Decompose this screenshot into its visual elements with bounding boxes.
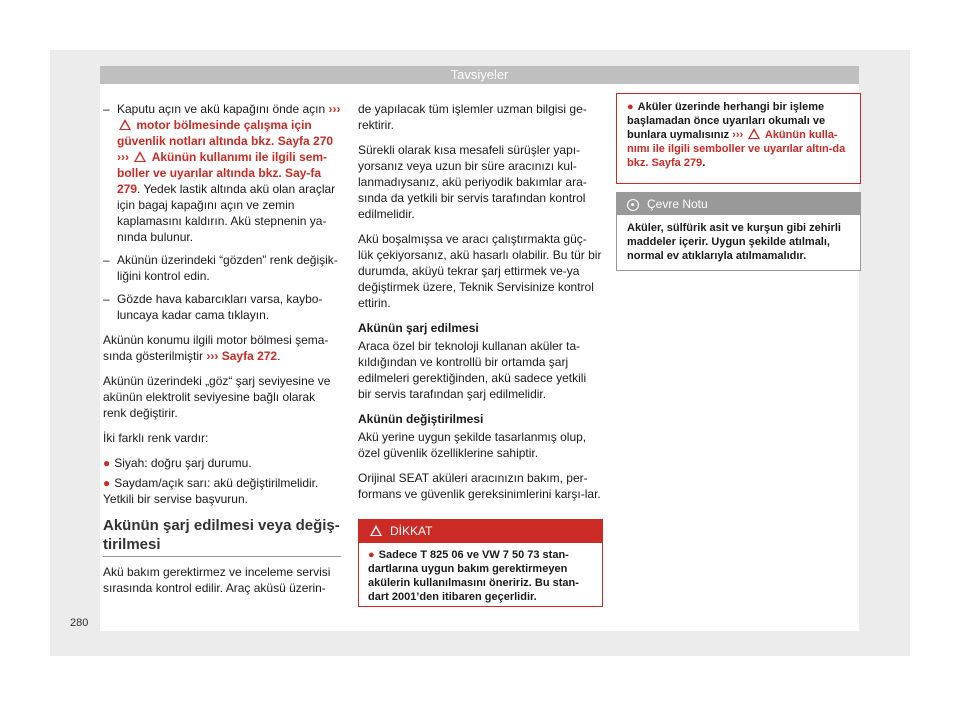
paragraph-original: Orijinal SEAT aküleri aracınızın bakım, per-formans ve güvenlik gereksinimlerini karşı-lar. (358, 471, 601, 501)
subheading-text: Akünün şarj edilmesi (358, 321, 479, 335)
link-arrow[interactable]: ››› (328, 102, 341, 116)
link-battery-symbols[interactable]: Akünün kullanımı ile ilgili sem-boller ve uyarılar altında bkz. Say-fa 279 (117, 150, 328, 196)
link-arrow[interactable]: ››› (117, 150, 129, 164)
column-left (103, 101, 341, 516)
paragraph-expertise: de yapılacak tüm işlemler uzman bilgisi ge-rektirir. (358, 102, 587, 132)
environment-title: Çevre Notu (647, 197, 708, 211)
page-number: 280 (70, 617, 89, 629)
bullet-clear (103, 475, 341, 507)
dash-mark: – (103, 102, 110, 116)
bullet-text: Siyah: doğru şarj durumu. (114, 456, 252, 470)
environment-text: Aküler, sülfürik asit ve kurşun gibi zehirli maddeler içerir. Uygun şekilde atılmalı, normal ev atıklarıyla atılmamalıdır. (627, 222, 841, 262)
paragraph-eye: Akünün üzerindeki „göz“ şarj seviyesine ve akünün elektrolit seviyesine bağlı olarak renk değiştirir. (103, 374, 331, 420)
dash-mark: – (103, 253, 110, 267)
paragraph-text: Akünün konumu ilgili motor bölmesi şema-sında gösterilmiştir (103, 333, 329, 363)
environment-header (617, 193, 860, 215)
bullet-dot: ● (103, 456, 111, 470)
dash-mark: – (103, 292, 110, 306)
caution-text: Sadece T 825 06 ve VW 7 50 73 stan-dartlarına uygun bakım gerektirmeyen akülerin kullanılmasını öneririz. Bu stan-dart 2001’den itibaren geçerlidir. (368, 549, 579, 603)
warning-note-text: Aküler üzerinde herhangi bir işleme başlamadan önce uyarıları okumalı ve bunlara uymalısınız (627, 101, 826, 141)
bullet-dot: ● (627, 101, 634, 113)
warning-note-box (616, 93, 861, 184)
warning-icon (134, 151, 146, 162)
paragraph-charging: Araca özel bir teknoloji kullanan aküler ta-kıldığından ve kontrollü bir ortamda şarj edilmeleri gerektiğinden, akü sadece yetkili bir servis tarafından şarj edilmelidir. (358, 339, 587, 401)
warning-icon (370, 525, 382, 536)
paragraph-discharged: Akü boşalmışsa ve aracı çalıştırmakta güç-lük çekiyorsanız, akü hasarlı olabilir. Bu tür bir durumda, aküyü tekrar şarj ettirmek ve-ya değiştirmek üzere, Teknik Servisinize kontrol ettirin. (358, 232, 602, 310)
step-text: Gözde hava kabarcıkları varsa, kaybo-luncaya kadar cama tıklayın. (117, 292, 323, 322)
subheading-text: Akünün değiştirilmesi (358, 412, 484, 426)
paragraph-end: . (277, 349, 281, 363)
paragraph-replacement: Akü yerine uygun şekilde tasarlanmış olup, özel güvenlik özelliklerine sahiptir. (358, 430, 587, 460)
warning-note-body (617, 94, 860, 170)
page-header: Tavsiyeler (100, 66, 859, 84)
step-text: Kaputu açın ve akü kapağını önde açın (117, 102, 326, 116)
subheading-replacing (358, 411, 602, 427)
subheading-charging (358, 320, 602, 336)
environment-note-box (616, 192, 861, 271)
section-heading-text: Akünün şarj edilmesi veya değiş-tirilmesi (103, 517, 340, 553)
step-text: Akünün üzerindeki “gözden” renk değişik-liğini kontrol edin. (117, 253, 338, 283)
column-left-bottom (103, 564, 341, 605)
environment-icon (627, 199, 639, 211)
caution-header (359, 520, 602, 543)
paragraph-maintenance: Akü bakım gerektirmez ve inceleme servisi sırasında kontrol edilir. Araç aküsü üzerin- (103, 565, 331, 595)
caution-body (359, 543, 602, 604)
bullet-text-cont: Yetkili bir servise başvurun. (103, 492, 248, 506)
heading-divider (103, 556, 341, 557)
bullet-text: Saydam/açık sarı: akü değiştirilmelidir. (114, 476, 319, 490)
step-tap-glass (103, 291, 341, 323)
link-arrow[interactable]: ››› (206, 349, 219, 363)
caution-title: DİKKAT (390, 524, 433, 538)
caution-box (358, 519, 603, 607)
column-middle (358, 101, 602, 511)
link-battery-symbols[interactable]: Akünün kulla-nımı ile ilgili semboller ve uyarılar altın-da bkz. Sayfa 279 (627, 129, 846, 169)
paragraph-colors: İki farklı renk vardır: (103, 431, 209, 445)
link-arrow[interactable]: ››› (732, 129, 744, 141)
warning-icon (119, 119, 131, 130)
step-text-cont: . Yedek lastik altında akü olan araçlar için bagaj kapağını açın ve zemin kaplamasını kaldırın. Akü stepnenin ya-nında bulunur. (117, 182, 336, 244)
bullet-dot: ● (368, 549, 375, 561)
paragraph-short-trips: Sürekli olarak kısa mesafeli sürüşler yapı-yorsanız veya uzun bir süre aracınızı kul-lanmadıysanız, akü periyodik bakımlar ara-sında da yetkili bir servis tarafından kontrol edilmelidir. (358, 143, 587, 221)
note-end: . (702, 157, 706, 169)
link-page-272[interactable]: Sayfa 272 (221, 349, 278, 363)
paragraph-location (103, 332, 341, 364)
link-engine-safety[interactable]: motor bölmesinde çalışma için güvenlik notları altında bkz. Sayfa 270 (117, 118, 334, 148)
warning-icon (748, 128, 760, 139)
step-check-eye (103, 252, 341, 284)
section-heading (103, 516, 341, 554)
bullet-dot: ● (103, 476, 111, 490)
step-open-hood (103, 101, 341, 245)
bullet-black (103, 455, 341, 471)
